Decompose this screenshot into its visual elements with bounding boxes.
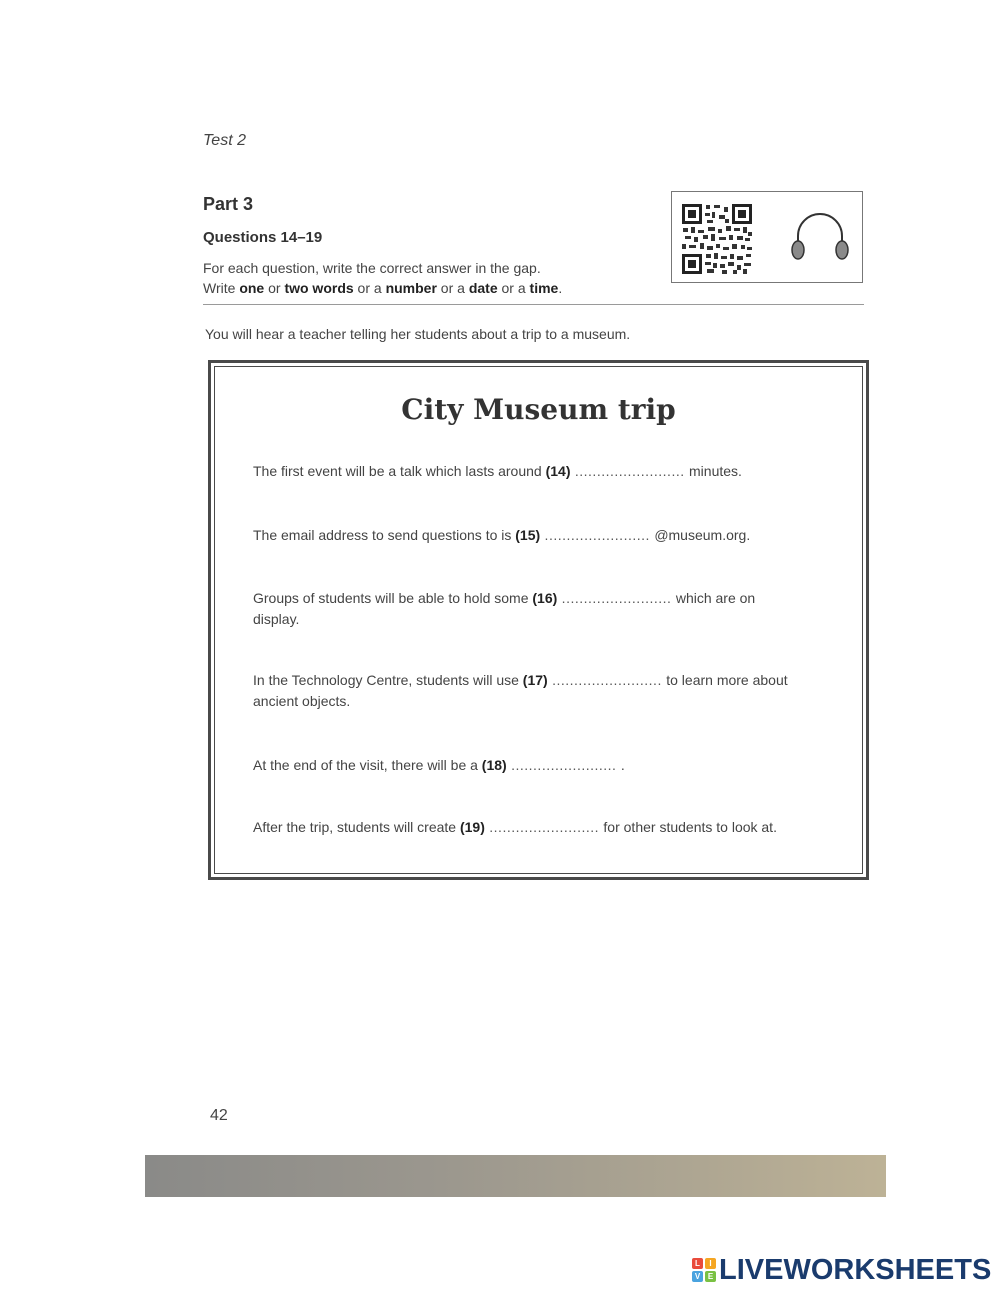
question-number: (14) [545, 463, 571, 479]
logo-blocks-icon: L I V E [692, 1258, 716, 1282]
instructions [203, 258, 562, 298]
answer-gap-19[interactable]: ......................... [484, 819, 604, 835]
part-title: Part 3 [203, 194, 254, 214]
footer-bar [145, 1155, 886, 1197]
intro-text: You will hear a teacher telling her students about a trip to a museum. [205, 326, 631, 342]
answer-gap-16[interactable]: ......................... [557, 590, 676, 606]
instruction-line-2: Write one or two words or a number or a date or a time. [203, 280, 563, 296]
question-number: (17) [522, 672, 548, 688]
question-number: (18) [481, 757, 507, 773]
page-number: 42 [210, 1107, 228, 1124]
headphones-icon [789, 208, 851, 264]
question-number: (16) [532, 590, 558, 606]
questions-range: Questions 14–19 [203, 229, 323, 246]
test-label: Test 2 [203, 132, 246, 149]
question-14: The first event will be a talk which lasts around (14) ......................... minutes. [253, 463, 742, 479]
instruction-line-1: For each question, write the correct answer in the gap. [203, 260, 541, 276]
audio-box [671, 191, 863, 283]
qr-code-icon[interactable] [681, 203, 753, 275]
question-16: Groups of students will be able to hold some (16) ......................... which are on display. [253, 590, 756, 627]
logo-text: LIVEWORKSHEETS [719, 1254, 992, 1286]
question-number: (15) [515, 527, 541, 543]
answer-gap-17[interactable]: ......................... [547, 672, 667, 688]
card-title: City Museum trip [401, 393, 676, 426]
answer-gap-18[interactable]: ........................ [506, 757, 621, 773]
question-19: After the trip, students will create (19) ......................... for other students to look at. [253, 819, 777, 835]
answer-gap-15[interactable]: ........................ [540, 527, 655, 543]
question-15: The email address to send questions to is (15) ........................ @museum.org. [253, 527, 751, 543]
section-divider [203, 304, 864, 305]
question-18: At the end of the visit, there will be a (18) ........................ . [253, 757, 625, 773]
question-number: (19) [459, 819, 485, 835]
answer-gap-14[interactable]: ......................... [570, 463, 690, 479]
question-17: In the Technology Centre, students will use (17) ......................... to learn more about ancient objects. [253, 672, 788, 709]
liveworksheets-logo[interactable] [692, 1255, 991, 1285]
